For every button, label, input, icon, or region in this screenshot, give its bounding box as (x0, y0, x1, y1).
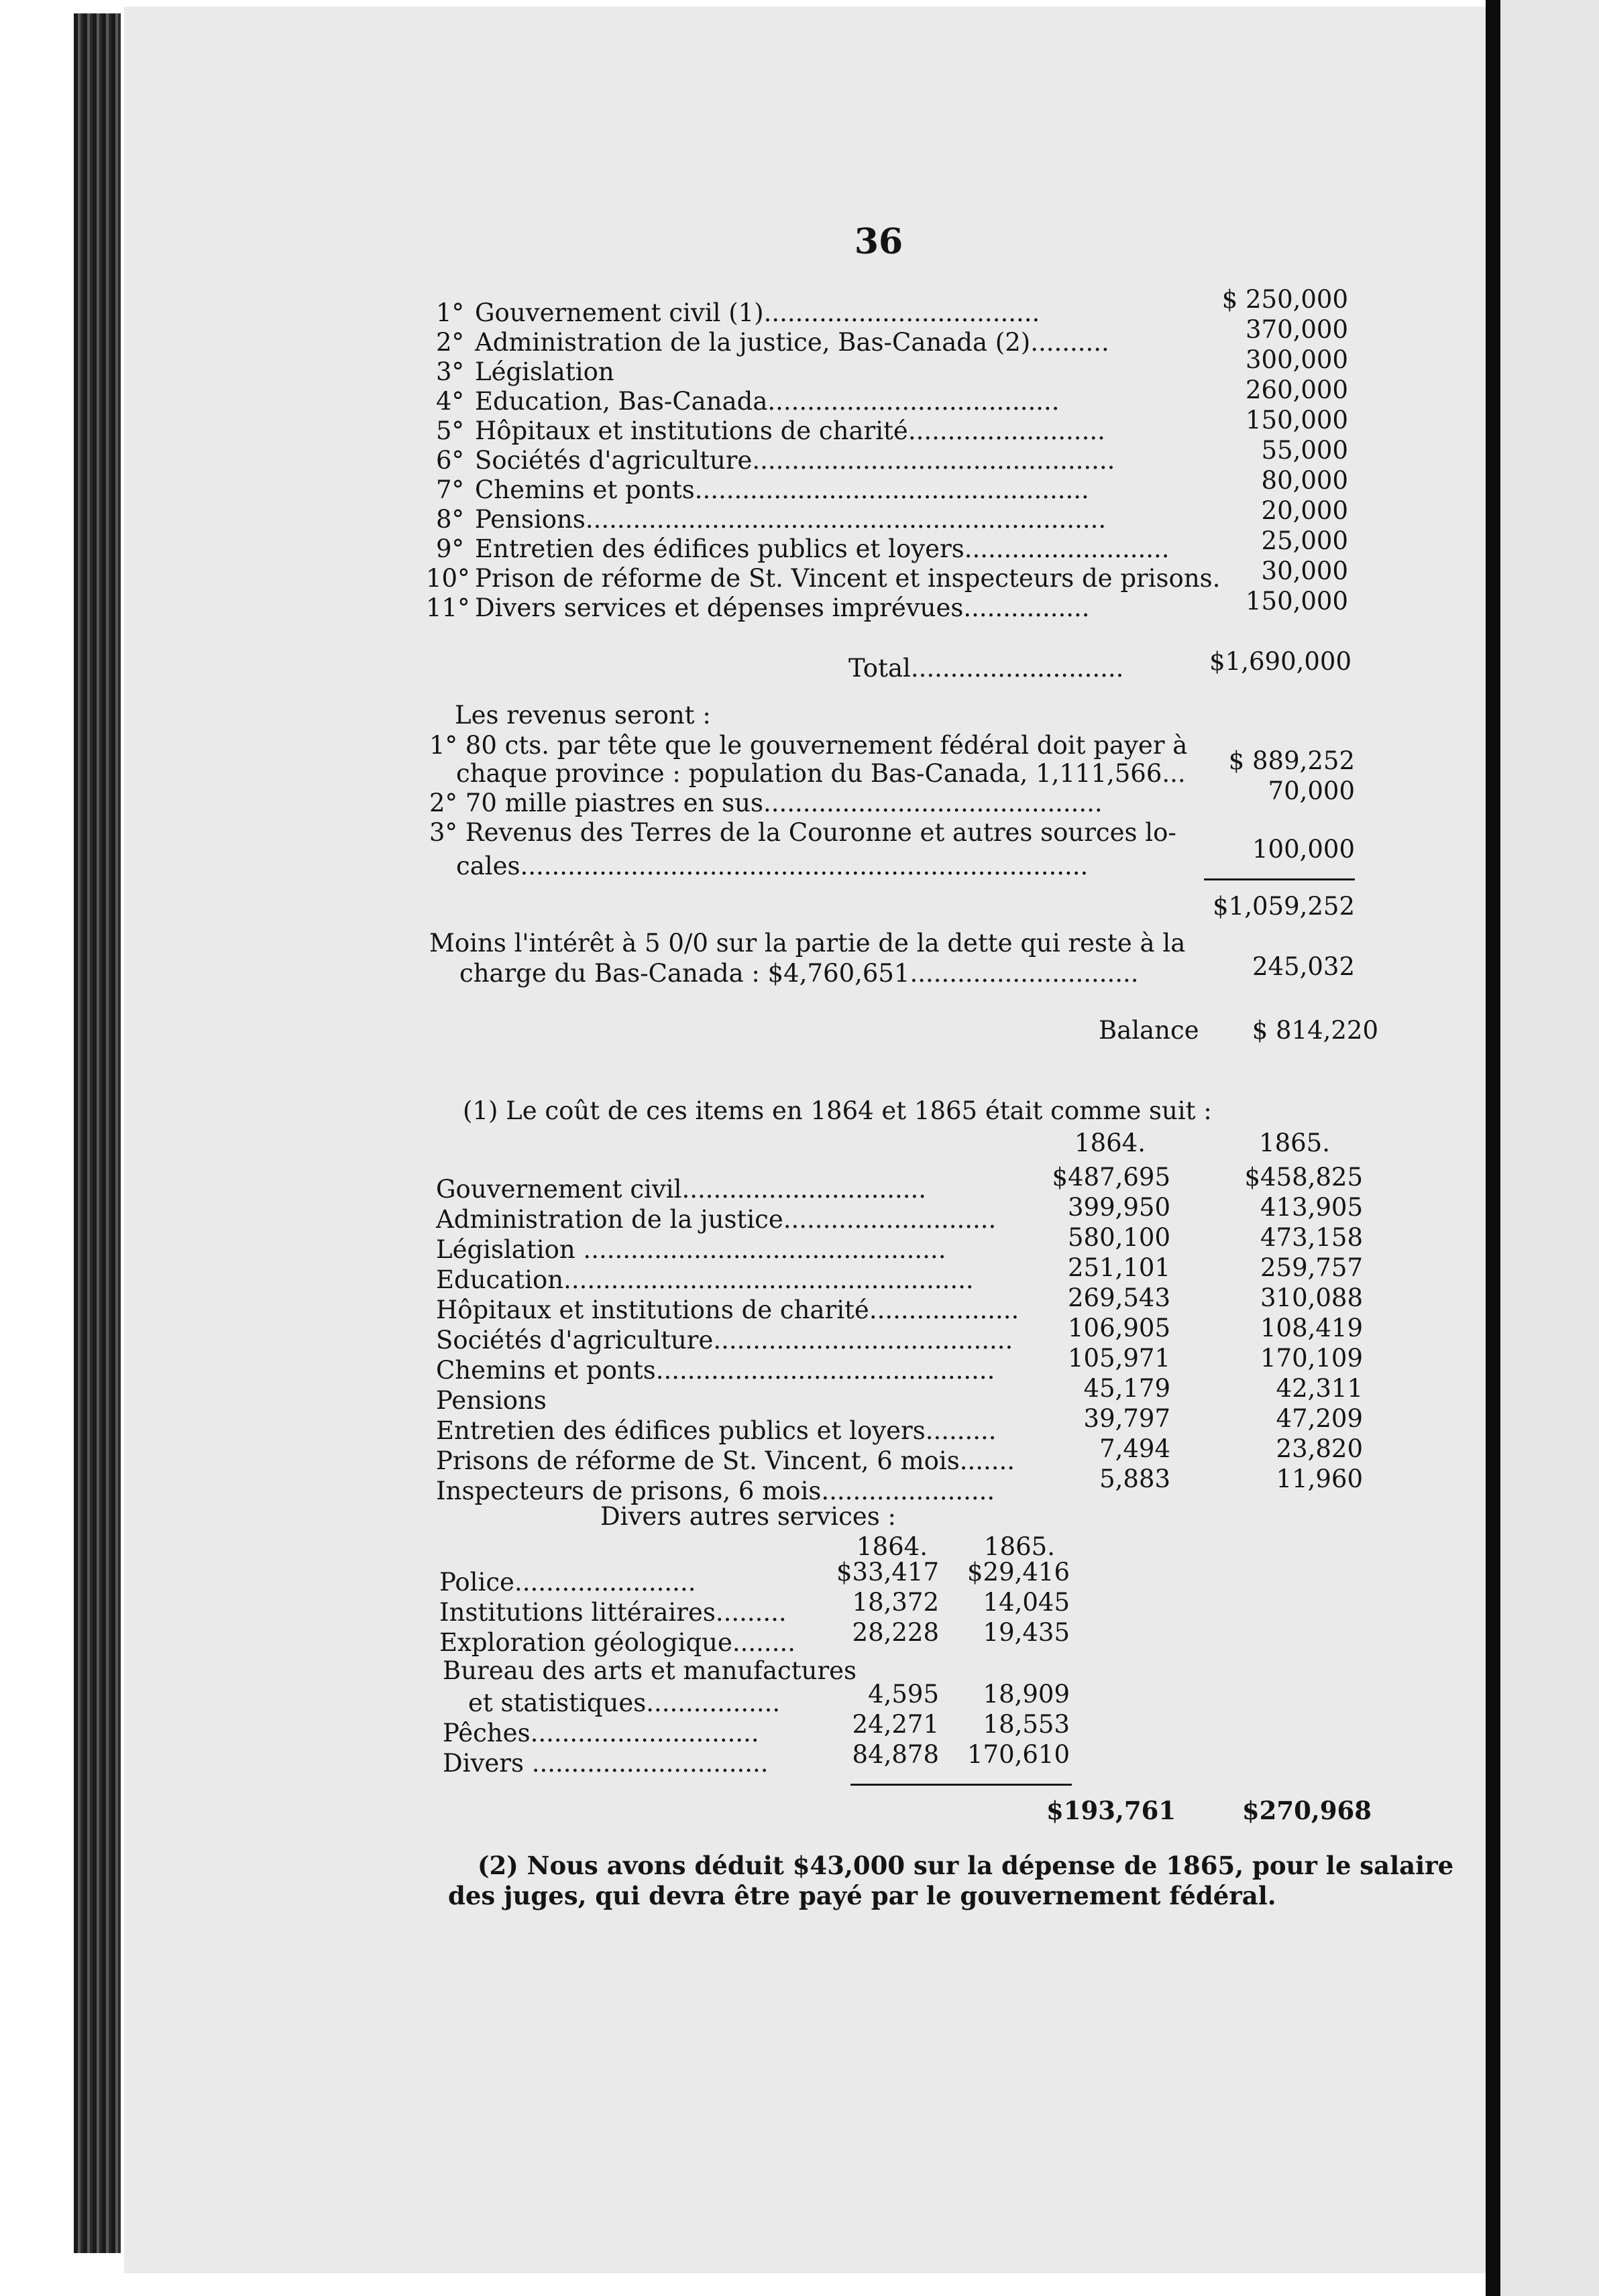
divers-year-1865: 1865. (984, 1532, 1055, 1561)
revenue-amount: 100,000 (1252, 835, 1355, 864)
budget-amount: 260,000 (1245, 376, 1348, 404)
note1-intro: (1) Le coût de ces items en 1864 et 1865 était comme suit : (463, 1096, 1212, 1125)
budget-amount: 30,000 (1261, 557, 1348, 585)
note1-value-1864: 580,100 (1067, 1223, 1170, 1252)
note1-value-1865: 413,905 (1260, 1193, 1363, 1222)
budget-item: 1° Gouvernement civil (1)................................... (436, 298, 1040, 327)
divers-row-label: Police....................... (439, 1568, 696, 1597)
revenues-heading: Les revenus seront : (455, 701, 711, 730)
revenue-line: 1° 80 cts. par tête que le gouvernement fédéral doit payer à (429, 731, 1188, 760)
balance-amount: $ 814,220 (1252, 1016, 1378, 1045)
note1-value-1865: 42,311 (1276, 1374, 1363, 1403)
divers-value-1864: 4,595 (868, 1680, 939, 1709)
note1-value-1864: $487,695 (1052, 1163, 1170, 1192)
revenue-line: 3° Revenus des Terres de la Couronne et autres sources lo- (429, 818, 1176, 847)
revenue-amount: $ 889,252 (1228, 746, 1355, 775)
note1-value-1864: 39,797 (1083, 1404, 1170, 1433)
budget-item: 11° Divers services et dépenses imprévues................ (426, 593, 1090, 622)
divers-value-1865: 19,435 (983, 1618, 1070, 1647)
budget-amount: 300,000 (1245, 345, 1348, 374)
note1-row-label: Entretien des édifices publics et loyers......... (436, 1416, 997, 1445)
note1-value-1865: 108,419 (1260, 1314, 1363, 1342)
budget-item: 2° Administration de la justice, Bas-Canada (2).......... (436, 328, 1109, 357)
divers-row-label: et statistiques................. (468, 1688, 781, 1717)
divers-row-label: Bureau des arts et manufactures (443, 1656, 857, 1685)
note1-value-1864: 269,543 (1067, 1283, 1170, 1312)
budget-amount: 20,000 (1261, 496, 1348, 525)
note1-value-1864: 251,101 (1067, 1253, 1170, 1282)
note1-row-label: Gouvernement civil............................... (436, 1175, 927, 1204)
note1-value-1865: 23,820 (1276, 1434, 1363, 1463)
divers-row-label: Divers .............................. (443, 1749, 769, 1778)
note2-line: (2) Nous avons déduit $43,000 sur la dépense de 1865, pour le salaire (478, 1851, 1454, 1880)
divers-row-label: Pêches............................. (443, 1719, 759, 1747)
budget-item: 8° Pensions.................................................................. (436, 505, 1107, 534)
divers-total-1865: $270,968 (1242, 1796, 1372, 1825)
page-number: 36 (854, 221, 903, 262)
interest-amount: 245,032 (1252, 952, 1355, 981)
note1-value-1864: 7,494 (1099, 1434, 1170, 1463)
note1-value-1864: 105,971 (1067, 1344, 1170, 1373)
budget-amount: 150,000 (1245, 406, 1348, 435)
divers-value-1864: $33,417 (836, 1558, 939, 1587)
revenue-line: chaque province : population du Bas-Canada, 1,111,566... (456, 759, 1186, 788)
divers-total-1864: $193,761 (1046, 1796, 1176, 1825)
divers-value-1865: 18,909 (983, 1680, 1070, 1709)
total-amount: $1,690,000 (1209, 647, 1352, 676)
balance-label: Balance (1099, 1016, 1199, 1045)
note1-value-1865: 259,757 (1260, 1253, 1363, 1282)
note1-value-1865: $458,825 (1244, 1163, 1363, 1192)
note1-value-1864: 5,883 (1099, 1465, 1170, 1493)
interest-line: charge du Bas-Canada : $4,760,651............................. (459, 959, 1139, 988)
sum-rule (1204, 878, 1355, 880)
divers-year-1864: 1864. (857, 1532, 928, 1561)
note1-value-1865: 473,158 (1260, 1223, 1363, 1252)
note1-row-label: Pensions (436, 1386, 547, 1415)
revenue-line: cales........................................................................ (456, 852, 1089, 880)
note1-row-label: Législation .............................................. (436, 1235, 946, 1264)
note1-row-label: Hôpitaux et institutions de charité................... (436, 1296, 1019, 1324)
page-edge-shadow (1486, 0, 1500, 2296)
budget-amount: 55,000 (1261, 436, 1348, 465)
budget-item: 6° Sociétés d'agriculture.............................................. (436, 446, 1115, 475)
note1-row-label: Education.................................................... (436, 1265, 974, 1294)
total-label: Total........................... (848, 654, 1124, 683)
note1-value-1865: 47,209 (1276, 1404, 1363, 1433)
divers-value-1865: 14,045 (983, 1588, 1070, 1617)
budget-item: 10° Prison de réforme de St. Vincent et inspecteurs de prisons. (426, 564, 1221, 593)
note1-row-label: Prisons de réforme de St. Vincent, 6 mois....... (436, 1446, 1015, 1475)
facing-page (1500, 0, 1599, 2296)
budget-item: 5° Hôpitaux et institutions de charité......................... (436, 416, 1105, 445)
divers-heading: Divers autres services : (600, 1502, 896, 1531)
note1-row-label: Inspecteurs de prisons, 6 mois...................... (436, 1477, 995, 1505)
budget-amount: 370,000 (1245, 315, 1348, 344)
divers-value-1865: 18,553 (983, 1710, 1070, 1739)
divers-value-1865: 170,610 (967, 1740, 1070, 1769)
interest-line: Moins l'intérêt à 5 0/0 sur la partie de la dette qui reste à la (429, 929, 1186, 958)
note1-row-label: Administration de la justice........................... (436, 1205, 997, 1234)
budget-item: 7° Chemins et ponts.................................................. (436, 475, 1089, 504)
divers-sum-rule (850, 1784, 1072, 1786)
note1-year-1864: 1864. (1074, 1129, 1146, 1157)
note1-value-1864: 45,179 (1083, 1374, 1170, 1403)
note1-year-1865: 1865. (1259, 1129, 1330, 1157)
note1-row-label: Chemins et ponts........................................... (436, 1356, 995, 1385)
note1-value-1864: 399,950 (1067, 1193, 1170, 1222)
divers-value-1864: 18,372 (852, 1588, 939, 1617)
revenue-amount: 70,000 (1268, 777, 1355, 805)
revenue-total: $1,059,252 (1213, 892, 1355, 921)
divers-value-1865: $29,416 (967, 1558, 1070, 1587)
budget-amount: $ 250,000 (1221, 285, 1348, 314)
divers-row-label: Exploration géologique........ (439, 1628, 795, 1657)
divers-value-1864: 28,228 (852, 1618, 939, 1647)
divers-row-label: Institutions littéraires......... (439, 1598, 787, 1627)
budget-item: 9° Entretien des édifices publics et loyers.......................... (436, 534, 1170, 563)
book-spine (74, 13, 121, 2253)
budget-amount: 80,000 (1261, 466, 1348, 495)
revenue-line: 2° 70 mille piastres en sus........................................... (429, 789, 1103, 817)
note1-value-1864: 106,905 (1067, 1314, 1170, 1342)
note1-value-1865: 170,109 (1260, 1344, 1363, 1373)
note1-value-1865: 310,088 (1260, 1283, 1363, 1312)
budget-amount: 150,000 (1245, 587, 1348, 616)
note2-line: des juges, qui devra être payé par le gouvernement fédéral. (448, 1881, 1276, 1910)
budget-item: 3° Législation (436, 357, 614, 386)
divers-value-1864: 84,878 (852, 1740, 939, 1769)
divers-value-1864: 24,271 (852, 1710, 939, 1739)
budget-amount: 25,000 (1261, 526, 1348, 555)
note1-value-1865: 11,960 (1276, 1465, 1363, 1493)
budget-item: 4° Education, Bas-Canada..................................... (436, 387, 1060, 416)
note1-row-label: Sociétés d'agriculture...................................... (436, 1326, 1013, 1355)
